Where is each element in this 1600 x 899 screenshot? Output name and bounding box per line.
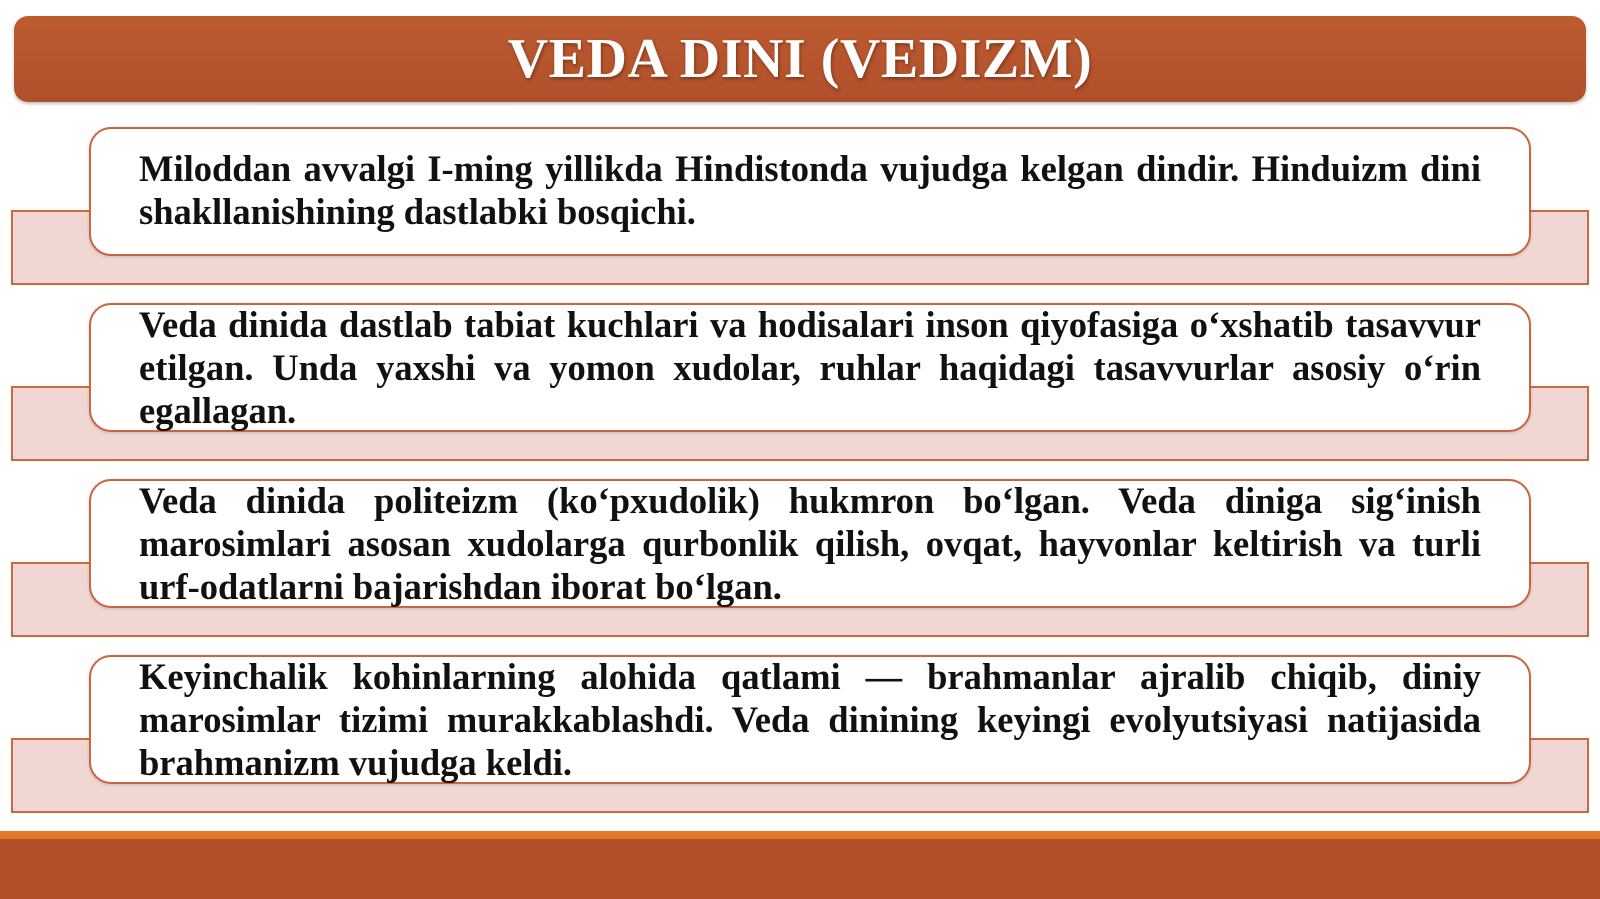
title-banner (14, 16, 1586, 102)
block-2-text: Veda dinida dastlab tabiat kuchlari va hodisalari inson qiyofasiga o‘xshatib tasavvur etilgan. Unda yaxshi va yomon xudolar, ruhlar haqidagi tasavvurlar asosiy o‘rin egallagan. (139, 304, 1481, 431)
block-4-text: Keyinchalik kohinlarning alohida qatlami — brahmanlar ajralib chiqib, diniy marosimlar tizimi murakkablashdi. Veda dinining keyingi evolyutsiyasi natijasida brahmanizm vujudga keldi. (139, 656, 1481, 783)
block-1-text: Miloddan avvalgi I-ming yillikda Hindistonda vujudga kelgan dindir. Hinduizm dini shakllanishining dastlabki bosqichi. (139, 148, 1481, 232)
footer-accent-line (0, 831, 1600, 839)
block-2-card (89, 303, 1531, 432)
block-4-card (89, 655, 1531, 784)
block-3-card (89, 479, 1531, 608)
slide-title: VEDA DINI (VEDIZM) (507, 28, 1093, 90)
block-1-card (89, 127, 1531, 256)
block-3-text: Veda dinida politeizm (ko‘pxudolik) hukmron bo‘lgan. Veda diniga sig‘inish marosimlari asosan xudolarga qurbonlik qilish, ovqat, hayvonlar keltirish va turli urf-odatlarni bajarishdan iborat bo‘lgan. (139, 480, 1481, 607)
footer-bar (0, 839, 1600, 899)
